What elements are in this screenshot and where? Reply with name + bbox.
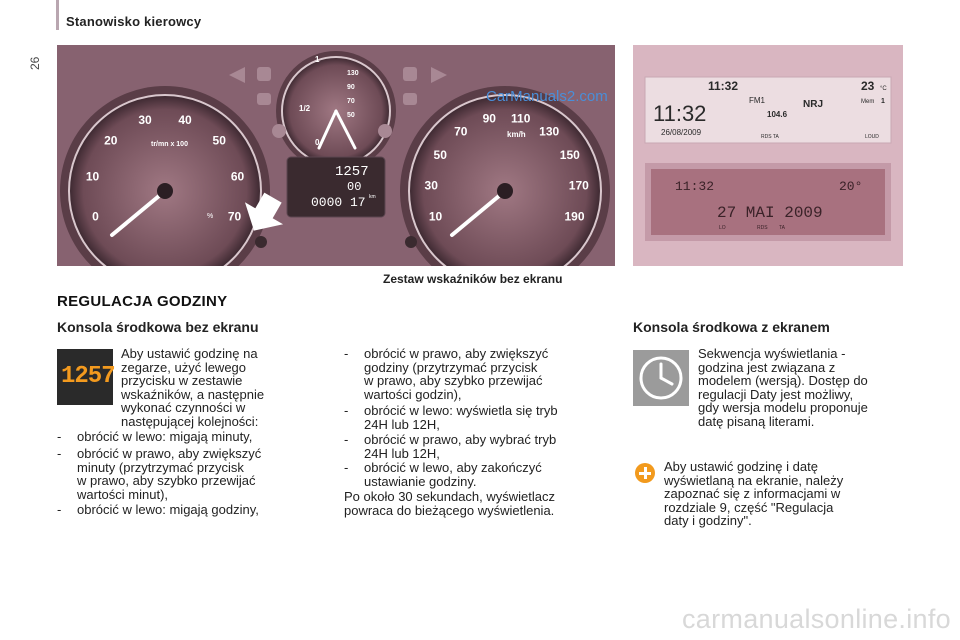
middle-outro-line: Po około 30 sekundach, wyświetlacz xyxy=(344,489,556,504)
page-number: 26 xyxy=(28,56,42,70)
seg-flag-rds: RDS xyxy=(757,225,768,231)
right-text-line: gdy wersja modelu proponuje xyxy=(698,400,868,415)
seg-flag-lo: LO xyxy=(719,225,726,231)
left-intro-line: Aby ustawić godzinę na xyxy=(121,346,258,361)
right-text-line: regulacji Daty jest możliwy, xyxy=(698,386,854,402)
left-intro-line: wykonać czynności w xyxy=(121,400,246,415)
list-dash: - xyxy=(344,346,349,361)
left-intro-line: następującej kolejności: xyxy=(121,413,259,429)
temp-label-90: 90 xyxy=(347,84,355,91)
list-item-text xyxy=(364,461,542,488)
seg-time: 11:32 xyxy=(675,179,715,194)
list-dash: - xyxy=(57,429,62,444)
gauge-tick-label: 70 xyxy=(454,124,468,139)
middle-outro-line: powraca do bieżącego wyświetlenia. xyxy=(344,502,555,518)
gauge-tick-label: 40 xyxy=(178,112,192,127)
radio-mem-label: Mem xyxy=(861,99,875,105)
list-line: obrócić w lewo: wyświetla się tryb xyxy=(364,403,558,418)
list-line: 24H lub 12H, xyxy=(364,416,440,432)
header-bar xyxy=(56,0,59,30)
right-note-line: rozdziale 9, część "Regulacja xyxy=(664,499,834,515)
right-note xyxy=(664,460,843,528)
clock-icon-svg xyxy=(633,350,689,406)
middle-outro xyxy=(344,490,555,517)
gauge-tick-label: 10 xyxy=(85,169,100,184)
list-line: wartości godzin), xyxy=(364,386,462,402)
lcd-mid: 00 xyxy=(347,180,362,194)
list-item-text xyxy=(364,347,548,401)
right-text-line: datę pisaną literami. xyxy=(698,413,815,429)
cluster-caption: Zestaw wskaźników bez ekranu xyxy=(383,272,563,286)
gauge-tick-label: 60 xyxy=(230,169,245,184)
radio-station: NRJ xyxy=(803,99,824,110)
seg-temp: 20° xyxy=(839,179,863,194)
list-item-text xyxy=(364,404,558,431)
list-dash: - xyxy=(344,432,349,447)
radio-big-time: 11:32 xyxy=(653,101,707,126)
speedo-unit: km/h xyxy=(507,130,526,139)
icon-display-text: 1257 xyxy=(61,363,115,390)
list-line: w prawo, aby szybko przewijać xyxy=(364,373,543,388)
left-intro-line: wskaźników, a następnie xyxy=(121,386,265,402)
radio-loud: LOUD xyxy=(865,134,879,140)
list-line: ustawianie godziny. xyxy=(364,473,477,489)
list-item-text xyxy=(77,430,252,444)
watermark: carmanualsonline.info xyxy=(682,604,951,634)
gauge-tick-label: 170 xyxy=(568,178,589,193)
list-item-text xyxy=(364,433,556,460)
radio-top-temp-unit: °C xyxy=(880,86,887,92)
gauge-tick-label: 70 xyxy=(227,209,242,224)
list-dash: - xyxy=(57,446,62,461)
gauge-tick-label: 30 xyxy=(138,112,152,127)
list-item-text xyxy=(77,503,259,517)
list-line: 24H lub 12H, xyxy=(364,445,440,461)
radio-top-temp: 23 xyxy=(861,79,875,93)
right-text xyxy=(698,347,868,428)
radio-display-image xyxy=(633,45,903,266)
fuel-label-empty: 0 xyxy=(315,138,320,147)
fuel-label-full: 1 xyxy=(315,55,320,64)
left-intro-line: zegarze, użyć lewego xyxy=(121,359,247,375)
seg-flag-ta: TA xyxy=(779,225,786,231)
right-note-line: wyświetlaną na ekranie, należy xyxy=(664,472,844,488)
lcd-time: 1257 xyxy=(335,164,369,180)
image-watermark: CarManuals2.com xyxy=(486,88,608,105)
list-line: wartości minut), xyxy=(77,486,169,502)
right-note-line: Aby ustawić godzinę i datę xyxy=(664,459,818,474)
gauge-tick-label: 50 xyxy=(433,148,447,163)
page-header: Stanowisko kierowcy xyxy=(66,14,202,29)
gauge-tick-label: 20 xyxy=(104,133,118,148)
list-dash: - xyxy=(344,460,349,475)
list-item-text xyxy=(77,447,261,501)
fuel-label-half: 1/2 xyxy=(299,104,311,113)
section-title: REGULACJA GODZINY xyxy=(57,293,228,310)
clock-display-icon xyxy=(57,349,113,405)
right-text-line: modelem (wersją). Dostęp do xyxy=(698,373,868,388)
right-heading: Konsola środkowa z ekranem xyxy=(633,319,830,335)
radio-band: FM1 xyxy=(749,96,765,105)
plus-icon xyxy=(635,463,655,483)
right-note-line: daty i godziny". xyxy=(664,513,752,528)
cluster-svg xyxy=(57,45,615,266)
list-line: w prawo, aby szybko przewijać xyxy=(77,473,256,488)
radio-top-time: 11:32 xyxy=(708,79,739,93)
list-line: godziny (przytrzymać przycisk xyxy=(364,359,538,375)
tacho-unit: tr/mn x 100 xyxy=(151,141,188,148)
radio-date: 26/08/2009 xyxy=(661,128,702,137)
right-text-line: godzina jest związana z xyxy=(698,359,836,375)
gauge-tick-label: 190 xyxy=(564,209,585,224)
list-line: minuty (przytrzymać przycisk xyxy=(77,459,244,475)
gauge-tick-label: 0 xyxy=(92,209,99,224)
radio-svg xyxy=(633,45,903,266)
seg-date: 27 MAI 2009 xyxy=(717,204,823,222)
right-text-line: Sekwencja wyświetlania - xyxy=(698,346,846,361)
radio-mem-value: 1 xyxy=(881,98,885,105)
temp-label-50: 50 xyxy=(347,112,355,119)
list-line: obrócić w lewo: migają godziny, xyxy=(77,502,259,517)
list-line: obrócić w prawo, aby zwiększyć xyxy=(364,346,549,361)
radio-rds: RDS TA xyxy=(761,134,779,140)
temp-label-130: 130 xyxy=(347,70,359,77)
lcd-odometer: 0000 17 xyxy=(311,195,366,210)
gauge-tick-label: 30 xyxy=(424,178,438,193)
gauge-tick-label: 90 xyxy=(482,111,496,126)
oil-label: % xyxy=(207,213,214,220)
clock-icon xyxy=(633,350,689,406)
right-note-line: zapoznać się z informacjami w xyxy=(664,486,841,501)
list-line: obrócić w prawo, aby zwiększyć xyxy=(77,446,262,461)
list-dash: - xyxy=(57,502,62,517)
list-line: obrócić w lewo, aby zakończyć xyxy=(364,460,542,475)
instrument-cluster-image xyxy=(57,45,615,266)
gauge-tick-label: 150 xyxy=(559,148,580,163)
left-heading: Konsola środkowa bez ekranu xyxy=(57,319,259,335)
list-dash: - xyxy=(344,403,349,418)
radio-frequency: 104.6 xyxy=(767,110,788,119)
list-line: obrócić w lewo: migają minuty, xyxy=(77,429,253,444)
left-intro xyxy=(121,347,264,428)
lcd-odometer-unit: km xyxy=(369,194,376,200)
left-intro-line: przycisku w zestawie xyxy=(121,373,243,388)
gauge-tick-label: 130 xyxy=(539,124,560,139)
gauge-tick-label: 10 xyxy=(428,209,443,224)
list-line: obrócić w prawo, aby wybrać tryb xyxy=(364,432,557,447)
temp-label-70: 70 xyxy=(347,98,355,105)
gauge-tick-label: 110 xyxy=(511,111,531,126)
gauge-tick-label: 50 xyxy=(212,133,226,148)
